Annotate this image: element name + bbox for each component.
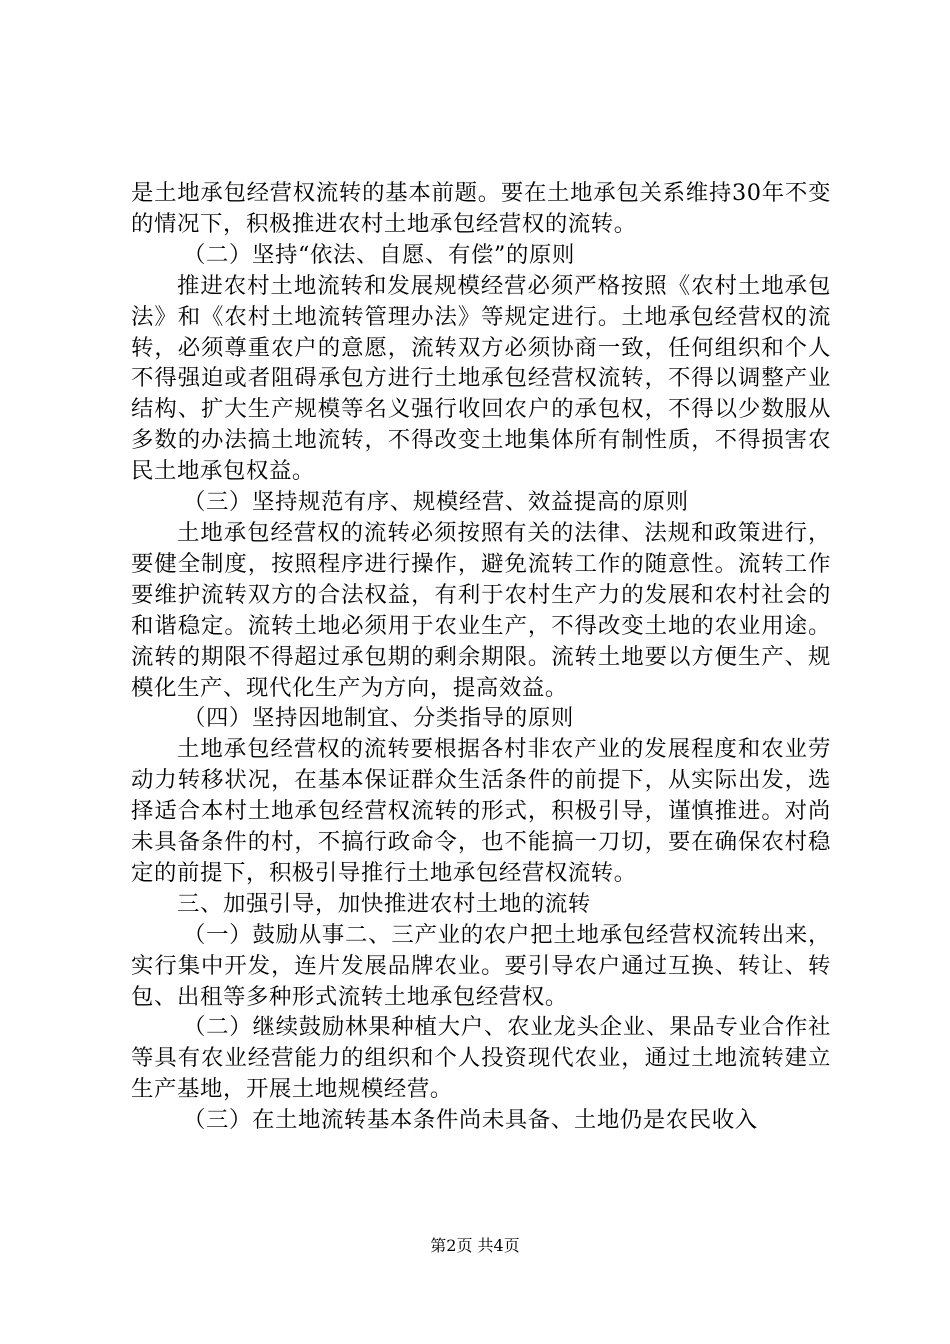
document-body <box>131 178 831 1136</box>
chapter-heading: 三、加强引导，加快推进农村土地的流转 <box>177 890 591 917</box>
paragraph-continuation: 是土地承包经营权流转的基本前题。要在土地承包关系维持30年不变的情况下，积极推进农村土地承包经营权的流转。 <box>131 180 831 237</box>
section-heading-4: （四）坚持因地制宜、分类指导的原则 <box>183 705 574 732</box>
paragraph: 土地承包经营权的流转必须按照有关的法律、法规和政策进行，要健全制度，按照程序进行操作，避免流转工作的随意性。流转工作要维护流转双方的合法权益，有利于农村生产力的发展和农村社会的和谐稳定。流转土地必须用于农业生产，不得改变土地的农业用途。流转的期限不得超过承包期的剩余期限。流转土地要以方便生产、规模化生产、现代化生产为方向，提高效益。 <box>131 519 831 701</box>
paragraph: 推进农村土地流转和发展规模经营必须严格按照《农村土地承包法》和《农村土地流转管理办法》等规定进行。土地承包经营权的流转，必须尊重农户的意愿，流转双方必须协商一致，任何组织和个人不得强迫或者阻碍承包方进行土地承包经营权流转，不得以调整产业结构、扩大生产规模等名义强行收回农户的承包权，不得以少数服从多数的办法搞土地流转，不得改变土地集体所有制性质，不得损害农民土地承包权益。 <box>131 272 831 485</box>
section-heading-2: （二）坚持“依法、自愿、有偿”的原则 <box>183 241 575 268</box>
page-number-footer: 第2页 共4页 <box>430 1236 520 1255</box>
section-heading-3: （三）坚持规范有序、规模经营、效益提高的原则 <box>183 489 689 516</box>
list-item: （二）继续鼓励林果种植大户、农业龙头企业、果品专业合作社等具有农业经营能力的组织和个人投资现代农业，通过土地流转建立生产基地，开展土地规模经营。 <box>131 1014 831 1103</box>
list-item: （一）鼓励从事二、三产业的农户把土地承包经营权流转出来，实行集中开发，连片发展品牌农业。要引导农户通过互换、转让、转包、出租等多种形式流转土地承包经营权。 <box>131 921 831 1010</box>
list-item: （三）在土地流转基本条件尚未具备、土地仍是农民收入 <box>183 1107 758 1134</box>
paragraph: 土地承包经营权的流转要根据各村非农产业的发展程度和农业劳动力转移状况，在基本保证群众生活条件的前提下，从实际出发，选择适合本村土地承包经营权流转的形式，积极引导，谨慎推进。对尚未具备条件的村，不搞行政命令，也不能搞一刀切，要在确保农村稳定的前提下，积极引导推行土地承包经营权流转。 <box>131 736 831 886</box>
